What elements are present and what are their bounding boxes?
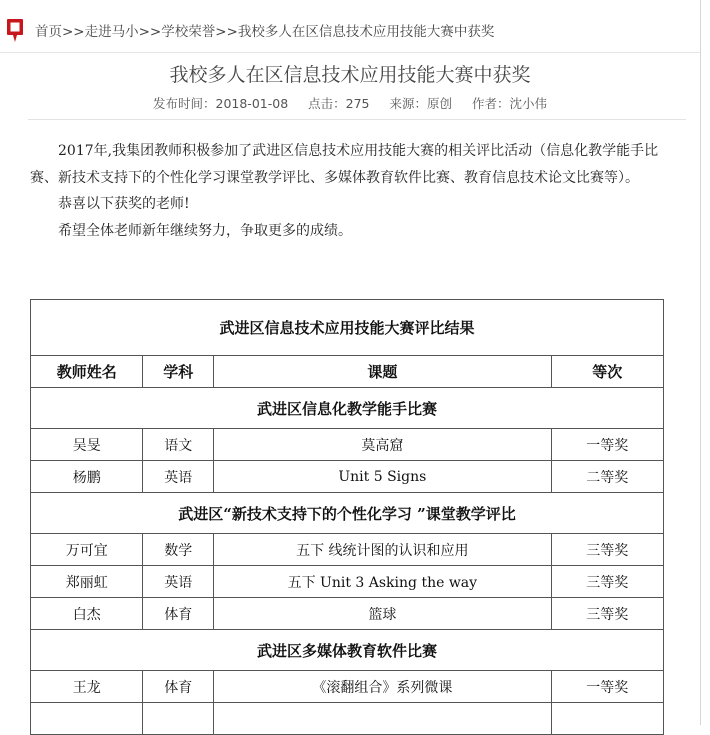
cell-teacher: 白杰	[31, 598, 143, 630]
cell-topic: Unit 5 Signs	[214, 461, 551, 493]
cell-teacher: 万可宜	[31, 534, 143, 566]
cell-topic: 五下 线统计图的认识和应用	[214, 534, 551, 566]
section-title: 武进区多媒体教育软件比赛	[31, 630, 664, 671]
cell-teacher: 王龙	[31, 671, 143, 703]
cell-subject: 英语	[143, 461, 214, 493]
cell-award: 二等奖	[551, 461, 663, 493]
cell-topic: 篮球	[214, 598, 551, 630]
publish-date: 发布时间：2018-01-08	[153, 96, 289, 111]
cell-teacher: 吴旻	[31, 429, 143, 461]
breadcrumb-current[interactable]: 我校多人在区信息技术应用技能大赛中获奖	[237, 24, 495, 40]
cell-subject: 语文	[143, 429, 214, 461]
section-row	[31, 493, 664, 534]
breadcrumb-separator: >>	[138, 24, 162, 40]
cell-award: 三等奖	[551, 566, 663, 598]
body-paragraph: 希望全体老师新年继续努力，争取更多的成绩。	[58, 222, 352, 239]
cell-empty	[143, 703, 214, 735]
location-pin-icon	[6, 18, 24, 44]
table-caption: 武进区信息技术应用技能大赛评比结果	[31, 300, 664, 356]
cell-award: 三等奖	[551, 598, 663, 630]
breadcrumb-home[interactable]: 首页	[35, 24, 62, 40]
table-header-row	[31, 356, 664, 388]
article-title: 我校多人在区信息技术应用技能大赛中获奖	[169, 64, 531, 86]
breadcrumb-about[interactable]: 走进马小	[84, 24, 139, 40]
cell-subject: 数学	[143, 534, 214, 566]
cell-subject: 体育	[143, 671, 214, 703]
cell-award: 三等奖	[551, 534, 663, 566]
header-subject: 学科	[143, 356, 214, 388]
article-author: 作者：沈小伟	[471, 96, 547, 111]
cell-topic: 五下 Unit 3 Asking the way	[214, 566, 551, 598]
cell-subject: 英语	[143, 566, 214, 598]
table-row	[31, 534, 664, 566]
table-row	[31, 598, 664, 630]
meta-divider	[28, 119, 686, 120]
header-teacher: 教师姓名	[31, 356, 143, 388]
breadcrumb-separator: >>	[62, 24, 85, 40]
table-row	[31, 671, 664, 703]
cell-empty	[214, 703, 551, 735]
header-topic: 课题	[214, 356, 551, 388]
table-row	[31, 429, 664, 461]
table-row-partial	[31, 703, 664, 735]
breadcrumb	[35, 20, 494, 40]
body-paragraph: 恭喜以下获奖的老师!	[58, 196, 190, 212]
header-award: 等次	[551, 356, 663, 388]
cell-topic: 《滚翻组合》系列微课	[214, 671, 551, 703]
table-caption-row	[31, 300, 664, 356]
article-body	[30, 138, 670, 244]
breadcrumb-bar	[0, 0, 700, 53]
click-count: 点击：275	[308, 96, 370, 111]
table-row	[31, 461, 664, 493]
table-row	[31, 566, 664, 598]
cell-subject: 体育	[143, 598, 214, 630]
cell-topic: 莫高窟	[214, 429, 551, 461]
right-border-line	[700, 0, 701, 725]
cell-award: 一等奖	[551, 429, 663, 461]
section-row	[31, 388, 664, 429]
cell-empty	[31, 703, 143, 735]
article-source: 来源：原创	[389, 96, 452, 111]
results-table	[30, 299, 664, 735]
section-title: 武进区“新技术支持下的个性化学习 ”课堂教学评比	[31, 493, 664, 534]
breadcrumb-separator: >>	[215, 24, 238, 40]
cell-award: 一等奖	[551, 671, 663, 703]
body-paragraph: 2017年,我集团教师积极参加了武进区信息技术应用技能大赛的相关评比活动（信息化教学能手比赛、新技术支持下的个性化学习课堂教学评比、多媒体教育软件比赛、教育信息技术论文比赛等）。	[30, 143, 659, 186]
section-row	[31, 630, 664, 671]
cell-empty	[551, 703, 663, 735]
section-title: 武进区信息化教学能手比赛	[31, 388, 664, 429]
breadcrumb-honors[interactable]: 学校荣誉	[161, 24, 216, 40]
article-meta	[0, 94, 700, 112]
cell-teacher: 郑丽虹	[31, 566, 143, 598]
cell-teacher: 杨鹏	[31, 461, 143, 493]
